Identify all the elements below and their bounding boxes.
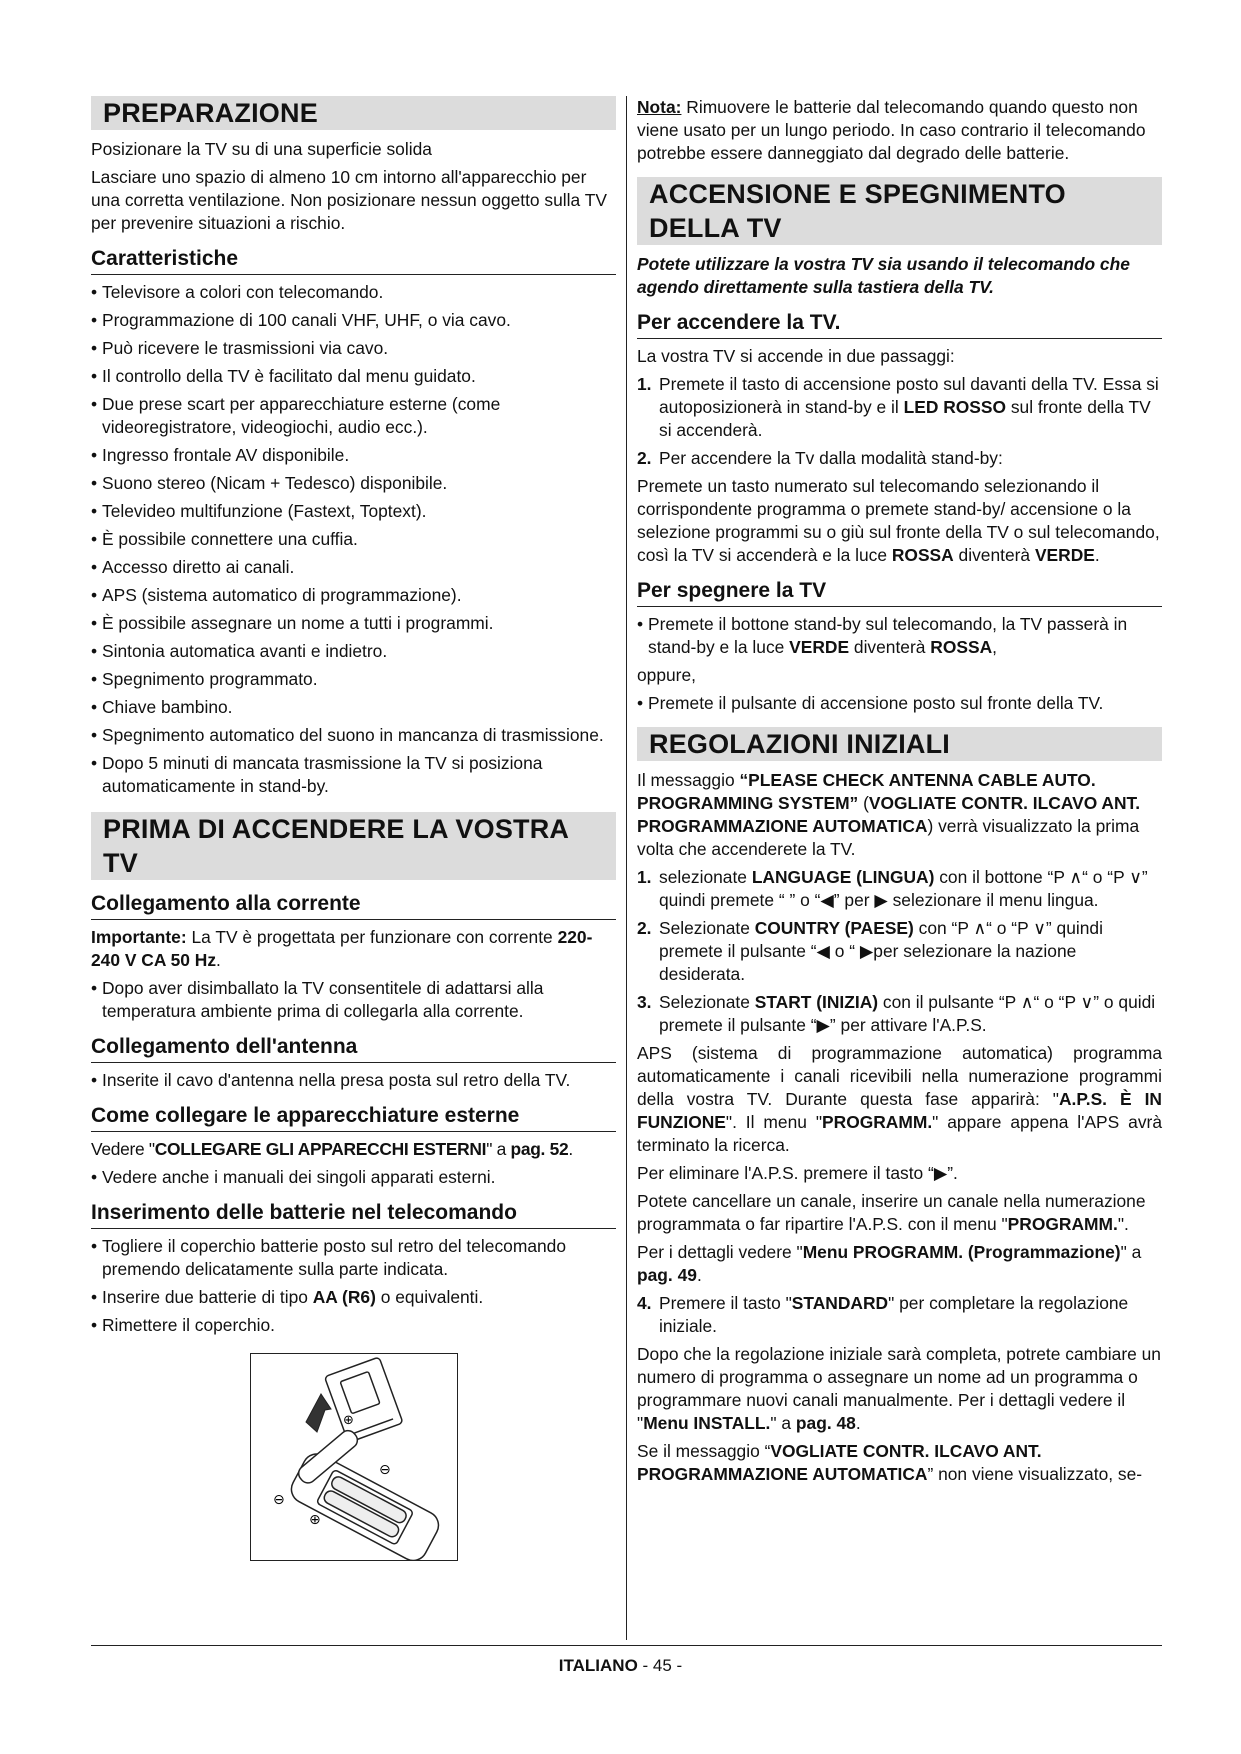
step-number: 2. — [637, 448, 652, 468]
list-item: • Inserite il cavo d'antenna nella presa posta sul retro della TV. — [91, 1069, 616, 1092]
text-span: selezionate — [659, 867, 752, 887]
message-text: VOGLIATE CONTR. ILCAVO ANT. PROGRAMMAZIONE AUTOMATICA — [637, 793, 1141, 836]
paragraph-importante — [91, 926, 616, 972]
text-span: ) verrà visualizzato la prima volta che accenderete la TV. — [637, 816, 1140, 859]
list-item: • Due prese scart per apparecchiature esterne (come videoregistratore, videogiochi, audio ecc.). — [91, 393, 616, 439]
regolazioni-steps — [637, 866, 1162, 1037]
text-span: diventerà — [849, 637, 931, 657]
color-word: ROSSA — [930, 637, 993, 657]
text-span: " a — [770, 1413, 796, 1433]
paragraph-aps — [637, 1042, 1162, 1157]
color-word: VERDE — [789, 637, 850, 657]
paragraph: Lasciare uno spazio di almeno 10 cm intorno all'apparecchio per una corretta ventilazione. Non posizionare nessun oggetto sulla TV per prevenire situazioni a rischio. — [91, 167, 607, 233]
text-span: , — [992, 637, 997, 657]
text-span: . — [216, 950, 221, 970]
text-span: Premete il bottone stand-by sul telecomando, la TV passerà in stand-by e la luce — [648, 614, 1128, 657]
subheading-spegnere: Per spegnere la TV — [637, 577, 1162, 607]
button-name: STANDARD — [791, 1293, 889, 1313]
step-item — [637, 917, 1162, 986]
text-span: Inserire due batterie di tipo — [102, 1287, 313, 1307]
status-text: A.P.S. È IN FUNZIONE — [637, 1089, 1162, 1132]
page-reference: pag. 49 — [637, 1265, 697, 1285]
step-item — [637, 866, 1162, 912]
list-item: • Suono stereo (Nicam + Tedesco) disponibile. — [91, 472, 616, 495]
text-span: sul fronte della TV si accenderà. — [659, 397, 1151, 440]
color-word: VERDE — [1034, 545, 1095, 565]
step-item — [637, 1292, 1162, 1338]
subheading-caratteristiche: Caratteristiche — [91, 245, 616, 275]
note-paragraph — [637, 96, 1162, 165]
list-item: • Dopo 5 minuti di mancata trasmissione la TV si posiziona automaticamente in stand-by. — [91, 752, 616, 798]
paragraph — [637, 1343, 1162, 1435]
menu-option: START (INIZIA) — [754, 992, 879, 1012]
text-span: " a — [1120, 1242, 1142, 1262]
subheading-corrente: Collegamento alla corrente — [91, 890, 616, 920]
page-footer — [0, 1654, 1241, 1677]
list-item: • Televisore a colori con telecomando. — [91, 281, 616, 304]
led-label: LED ROSSO — [903, 397, 1007, 417]
battery-type: AA (R6) — [312, 1287, 376, 1307]
paragraph — [637, 1190, 1162, 1236]
list-item: • Premete il pulsante di accensione posto sul fronte della TV. — [637, 692, 1162, 715]
text-span: ” non viene visualizzato, se- — [927, 1464, 1143, 1484]
list-item — [637, 613, 1162, 659]
column-divider — [626, 96, 627, 1640]
text-span: diventerà — [953, 545, 1035, 565]
list-item: • Chiave bambino. — [91, 696, 616, 719]
text-span: Premete un tasto numerato sul telecomando selezionando il corrispondente programma o premete stand-by/ accensione o la selezione programmi su o giù sul fronte della TV o sul telecomando, così la TV si accenderà e la luce — [637, 476, 1160, 565]
text-span: . — [696, 1265, 702, 1285]
text-span: Per i dettagli vedere " — [637, 1242, 803, 1262]
text-span: ". Il menu " — [725, 1112, 823, 1132]
accendere-steps — [637, 373, 1162, 470]
paragraph-oppure: oppure, — [637, 665, 696, 685]
text-span: . — [1094, 545, 1100, 565]
paragraph: Posizionare la TV su di una superficie solida — [91, 139, 432, 159]
step-number: 1. — [637, 374, 652, 394]
text-span: con il bottone “P ∧“ o “P ∨” quindi premete “ ” o “◀” per ▶ selezionare il menu lingua. — [659, 867, 1148, 910]
text-span: con il pulsante “P ∧“ o “P ∨” o quidi premete il pulsante “▶” per attivare l'A.P.S. — [659, 992, 1156, 1035]
cross-reference: COLLEGARE GLI APPARECCHI ESTERNI — [154, 1139, 487, 1159]
step-number: 4. — [637, 1293, 652, 1313]
label-importante: Importante: — [91, 927, 187, 947]
text-span: . — [568, 1139, 573, 1159]
message-text: “PLEASE CHECK ANTENNA CABLE AUTO. PROGRAMMING SYSTEM” — [637, 770, 1096, 813]
spegnere-list — [637, 613, 1162, 659]
list-item: • Accesso diretto ai canali. — [91, 556, 616, 579]
text-span: con “P ∧“ o “P ∨” quindi premete il pulsante “◀ o “ ▶per selezionare la nazione desiderata. — [659, 918, 1103, 984]
step-number: 1. — [637, 867, 652, 887]
footer-language: ITALIANO — [558, 1656, 638, 1675]
page-reference: pag. 48 — [795, 1413, 856, 1433]
text-span: " appare appena l'APS avrà terminato la ricerca. — [637, 1112, 1163, 1155]
text-span: ". — [1117, 1214, 1129, 1234]
section-title-prima: PRIMA DI ACCENDERE LA VOSTRA TV — [91, 812, 616, 880]
paragraph: La vostra TV si accende in due passaggi: — [637, 346, 955, 366]
menu-option: COUNTRY (PAESE) — [754, 918, 914, 938]
paragraph — [637, 769, 1162, 861]
text-span: Selezionate — [659, 992, 755, 1012]
left-column — [91, 96, 616, 1561]
paragraph — [637, 475, 1162, 567]
subheading-accendere: Per accendere la TV. — [637, 309, 1162, 339]
text-span: Potete cancellare un canale, inserire un canale nella numerazione programmata o far ripartire l'A.P.S. con il menu " — [637, 1191, 1146, 1234]
subheading-antenna: Collegamento dell'antenna — [91, 1033, 616, 1063]
section-title-accensione: ACCENSIONE E SPEGNIMENTO DELLA TV — [637, 177, 1162, 245]
list-item: • Spegnimento automatico del suono in mancanza di trasmissione. — [91, 724, 616, 747]
remote-battery-icon — [251, 1354, 457, 1560]
footer-divider — [91, 1645, 1162, 1646]
menu-name: PROGRAMM. — [1007, 1214, 1118, 1234]
text-span: Premere il tasto " — [659, 1293, 792, 1313]
page-reference: pag. 52 — [510, 1139, 569, 1159]
right-column — [637, 96, 1162, 1491]
svg-text:⊖: ⊖ — [272, 1492, 285, 1508]
svg-text:⊖: ⊖ — [378, 1462, 391, 1478]
list-item — [91, 1286, 616, 1309]
text-span: " a — [486, 1139, 511, 1159]
text-span: Premete il tasto di accensione posto sul davanti della TV. Essa si autoposizionerà in stand-by e il — [659, 374, 1159, 417]
list-item: • Il controllo della TV è facilitato dal menu guidato. — [91, 365, 616, 388]
page-number: - 45 - — [637, 1656, 683, 1675]
regolazioni-steps-2 — [637, 1292, 1162, 1338]
step-item — [637, 447, 1162, 470]
list-item: • È possibile assegnare un nome a tutti i programmi. — [91, 612, 616, 635]
menu-option: LANGUAGE (LINGUA) — [751, 867, 935, 887]
paragraph: Per eliminare l'A.P.S. premere il tasto “▶”. — [637, 1163, 958, 1183]
list-item: • Rimettere il coperchio. — [91, 1314, 616, 1337]
paragraph — [637, 1440, 1162, 1486]
list-item: • Può ricevere le trasmissioni via cavo. — [91, 337, 616, 360]
list-item: • Televideo multifunzione (Fastext, Toptext). — [91, 500, 616, 523]
text-span: Selezionate — [659, 918, 755, 938]
section-title-regolazioni: REGOLAZIONI INIZIALI — [637, 727, 1162, 761]
note-label: Nota: — [637, 97, 682, 117]
paragraph-vedere — [91, 1138, 616, 1161]
list-item: • APS (sistema automatico di programmazione). — [91, 584, 616, 607]
text-span: " per completare la regolazione iniziale. — [659, 1293, 1129, 1336]
text-span: ( — [858, 793, 869, 813]
list-item: • Programmazione di 100 canali VHF, UHF, o via cavo. — [91, 309, 616, 332]
menu-name: Menu PROGRAMM. (Programmazione) — [802, 1242, 1121, 1262]
subheading-esterne: Come collegare le apparecchiature esterne — [91, 1102, 616, 1132]
step-number: 3. — [637, 992, 652, 1012]
spegnere-list-2 — [637, 692, 1162, 715]
color-word: ROSSA — [891, 545, 954, 565]
intro-italic: Potete utilizzare la vostra TV sia usando il telecomando che agendo direttamente sulla tastiera della TV. — [637, 254, 1130, 297]
text-span: La TV è progettata per funzionare con corrente — [186, 927, 558, 947]
step-item — [637, 991, 1162, 1037]
text-span: Vedere " — [91, 1139, 155, 1159]
list-item: • Spegnimento programmato. — [91, 668, 616, 691]
list-item: • Vedere anche i manuali dei singoli apparati esterni. — [91, 1166, 616, 1189]
text-span: Rimuovere le batterie dal telecomando quando questo non viene usato per un lungo periodo. In caso contrario il telecomando potrebbe essere danneggiato dal degrado delle batterie. — [637, 97, 1146, 163]
antenna-list — [91, 1069, 616, 1092]
text-span: . — [855, 1413, 861, 1433]
batterie-list — [91, 1235, 616, 1337]
subheading-batterie: Inserimento delle batterie nel telecomando — [91, 1199, 616, 1229]
list-item: • Dopo aver disimballato la TV consentitele di adattarsi alla temperatura ambiente prima di collegarla alla corrente. — [91, 977, 616, 1023]
svg-text:⊕: ⊕ — [342, 1413, 354, 1428]
menu-name: Menu INSTALL. — [643, 1413, 771, 1433]
list-item: • Togliere il coperchio batterie posto sul retro del telecomando premendo delicatamente sulla parte indicata. — [91, 1235, 616, 1281]
svg-text:⊕: ⊕ — [308, 1512, 321, 1528]
battery-insertion-illustration — [250, 1353, 458, 1561]
voltage-value: 220-240 V CA 50 Hz — [91, 927, 593, 970]
list-item: • Ingresso frontale AV disponibile. — [91, 444, 616, 467]
esterne-list — [91, 1166, 616, 1189]
corrente-list — [91, 977, 616, 1023]
list-item: • Sintonia automatica avanti e indietro. — [91, 640, 616, 663]
step-number: 2. — [637, 918, 652, 938]
message-text: VOGLIATE CONTR. ILCAVO ANT. PROGRAMMAZIONE AUTOMATICA — [637, 1441, 1042, 1484]
text-span: Se il messaggio “ — [637, 1441, 771, 1461]
text-span: APS (sistema di programmazione automatica) programma automaticamente i canali ricevibili nella numerazione programmi della vostra TV. Durante questa fase apparirà: " — [637, 1043, 1162, 1109]
step-item — [637, 373, 1162, 442]
text-span: Dopo che la regolazione iniziale sarà completa, potrete cambiare un numero di programma o assegnare un nome ad un programma o programmare nuovi canali manualmente. Per i dettagli vedere il " — [637, 1344, 1161, 1433]
text-span: Il messaggio — [637, 770, 740, 790]
text-span: Per accendere la Tv dalla modalità stand-by: — [659, 448, 1003, 468]
features-list — [91, 281, 616, 798]
paragraph — [637, 1241, 1162, 1287]
text-span: o equivalenti. — [375, 1287, 484, 1307]
menu-name: PROGRAMM. — [822, 1112, 933, 1132]
list-item: • È possibile connettere una cuffia. — [91, 528, 616, 551]
section-title-preparazione: PREPARAZIONE — [91, 96, 616, 130]
